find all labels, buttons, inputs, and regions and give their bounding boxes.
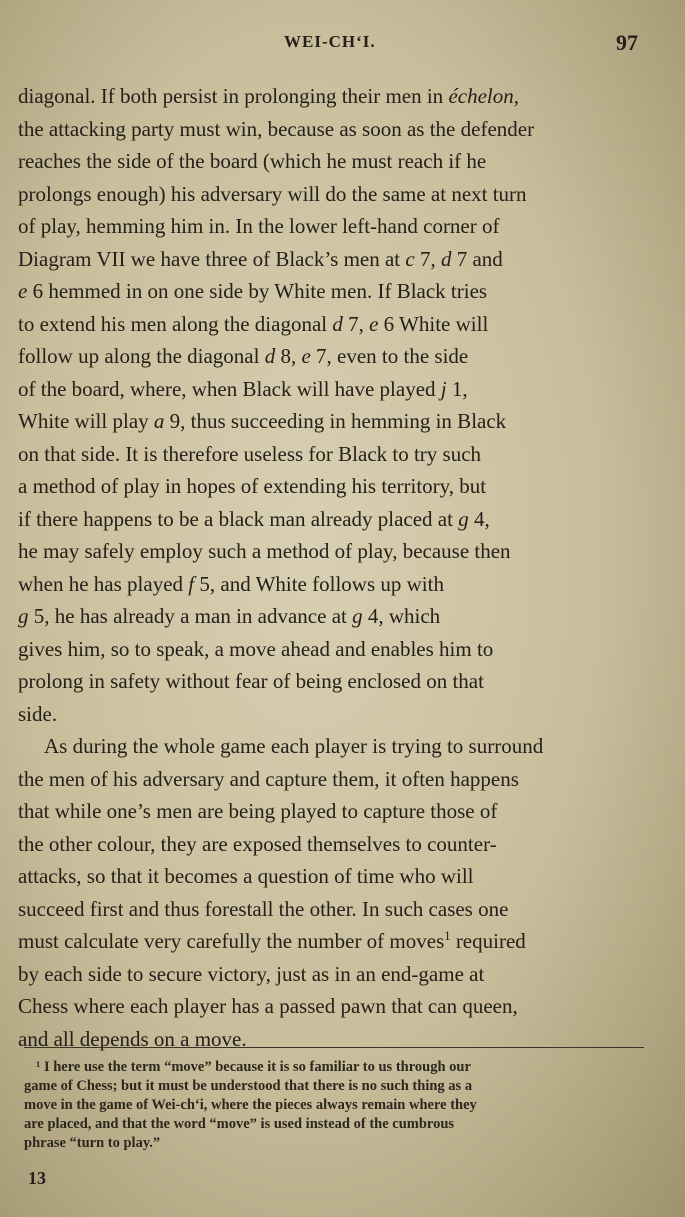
text-line: prolong in safety without fear of being enclosed on that: [18, 669, 484, 693]
text-line: to extend his men along the diagonal d 7, e 6 White will: [18, 311, 489, 336]
text-line: follow up along the diagonal d 8, e 7, even to the side: [18, 344, 469, 368]
footnote-line: game of Chess; but it must be understood that there is no such thing as a: [24, 1078, 473, 1094]
footnote-marker[interactable]: 1: [444, 929, 451, 943]
text-line: attacks, so that it becomes a question of time who will: [18, 864, 474, 888]
text-line: As during the whole game each player is trying to surround: [44, 734, 544, 758]
page-number: 97: [616, 30, 638, 55]
footnote: [24, 1058, 650, 1153]
text-fragment: must calculate very carefully the number of moves: [18, 929, 445, 953]
footnote-line: ¹ I here use the term “move” because it is so familiar to us through our: [36, 1059, 471, 1075]
text-line: White will play a 9, thus succeeding in hemming in Black: [18, 409, 507, 433]
text-line: the other colour, they are exposed themselves to counter-: [18, 831, 497, 856]
text-line: gives him, so to speak, a move ahead and enables him to: [18, 636, 494, 661]
text-line: and all depends on a move.: [18, 1026, 247, 1051]
footnote-line: phrase “turn to play.”: [24, 1135, 161, 1151]
text-line: a method of play in hopes of extending his territory, but: [18, 474, 487, 498]
text-line: of the board, where, when Black will have played j 1,: [18, 376, 468, 401]
text-line: diagonal. If both persist in prolonging their men in échelon,: [18, 84, 519, 108]
text-line: prolongs enough) his adversary will do the same at next turn: [18, 181, 527, 206]
footnote-line: move in the game of Wei-ch‘i, where the pieces always remain where they: [24, 1097, 477, 1113]
page-header: [0, 30, 685, 60]
text-line: the attacking party must win, because as soon as the defender: [18, 116, 535, 141]
text-line: side.: [18, 701, 58, 726]
body-text: [18, 80, 648, 1055]
text-line: that while one’s men are being played to capture those of: [18, 799, 498, 823]
signature-mark: 13: [28, 1168, 46, 1188]
text-line: g 5, he has already a man in advance at g 4, which: [18, 604, 441, 628]
text-fragment: required: [450, 929, 526, 953]
text-line: by each side to secure victory, just as in an end-game at: [18, 961, 485, 986]
text-line: succeed first and thus forestall the other. In such cases one: [18, 896, 509, 921]
running-title: WEI-CH‘I.: [284, 32, 376, 51]
text-line: the men of his adversary and capture them, it often happens: [18, 766, 519, 791]
text-line: [18, 925, 648, 958]
text-line: reaches the side of the board (which he must reach if he: [18, 149, 487, 173]
text-line: Diagram VII we have three of Black’s men at c 7, d 7 and: [18, 246, 503, 271]
text-line: he may safely employ such a method of play, because then: [18, 539, 511, 563]
footnote-divider: [24, 1047, 644, 1048]
text-line: e 6 hemmed in on one side by White men. If Black tries: [18, 279, 488, 303]
text-line: of play, hemming him in. In the lower left-hand corner of: [18, 214, 500, 238]
text-line: when he has played f 5, and White follows up with: [18, 571, 444, 596]
text-line: if there happens to be a black man already placed at g 4,: [18, 506, 490, 531]
text-line: Chess where each player has a passed pawn that can queen,: [18, 994, 518, 1018]
footnote-line: are placed, and that the word “move” is used instead of the cumbrous: [24, 1116, 455, 1132]
text-line: on that side. It is therefore useless for Black to try such: [18, 441, 482, 466]
